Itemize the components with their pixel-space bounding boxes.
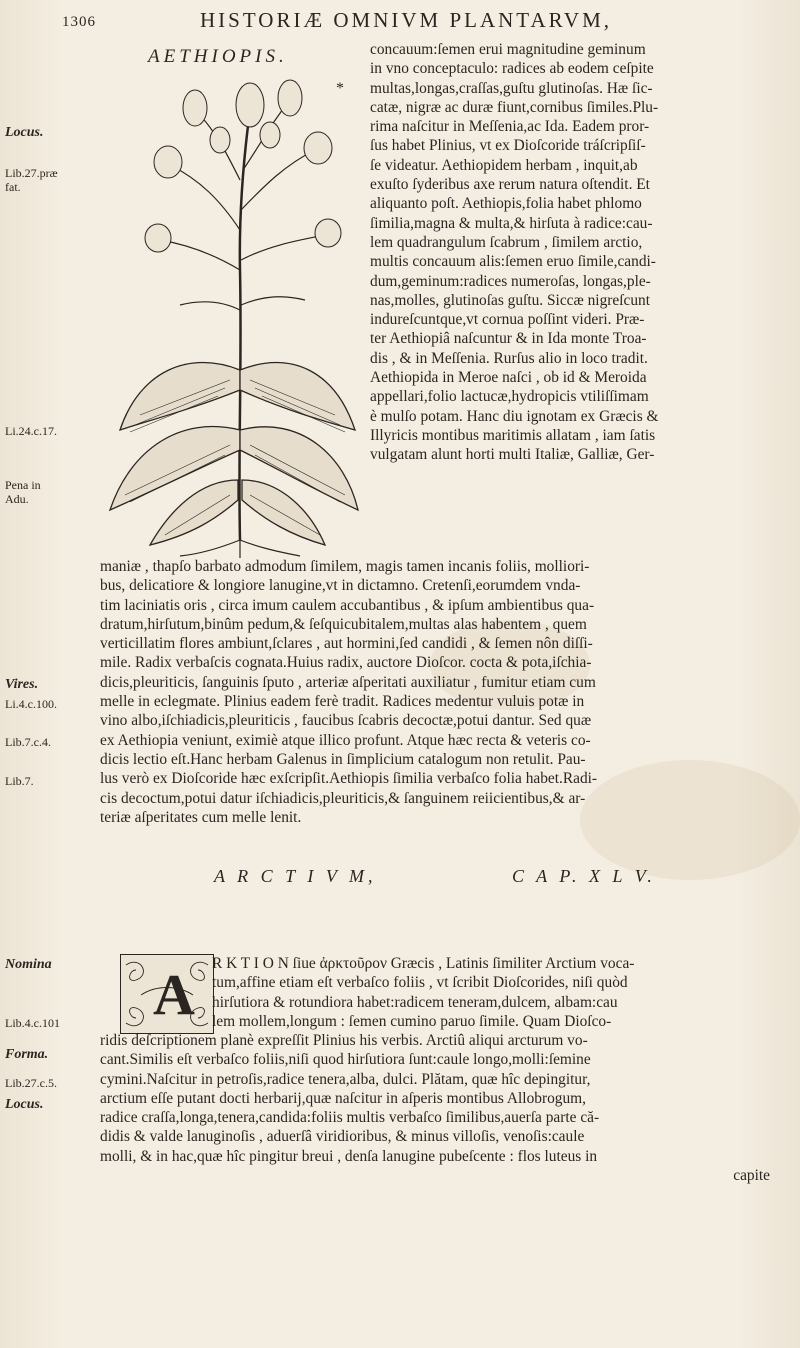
text-line: dicis,pleuriticis, ſanguinis ſputo , arteriæ aſperitati auxiliatur , fumitur etiam cum	[100, 673, 596, 691]
sidenote-lib27: Lib.27.præ fat.	[5, 166, 58, 194]
folio-number: 1306	[62, 14, 96, 30]
sidenote-pena: Pena in Adu.	[5, 478, 41, 506]
text-line: aliquanto poſt. Aethiopis,folia habet phlomo	[370, 195, 642, 213]
text-line: cant.Similis eſt verbaſco foliis,niſi quod hirſutiora ſunt:caule longo,molli:ſemine	[100, 1051, 591, 1069]
text-line: multas,longas,craſſas,guſtu glutinoſas. Hæ ſic-	[370, 79, 653, 97]
text-line: cis decoctum,potui datur iſchiadicis,pleuriticis,& ſanguinem reiicientibus,& ar-	[100, 789, 586, 807]
text-line: lem mollem,longum : ſemen cumino paruo ſimile. Quam Dioſco-	[212, 1012, 612, 1030]
text-line: vulgatam alunt horti multi Italiæ, Galliæ, Ger-	[370, 446, 655, 464]
sidenote-lib27c5: Lib.27.c.5.	[5, 1076, 57, 1090]
text-line: dis , & in Meſſenia. Rurſus alio in loco tradit.	[370, 349, 648, 367]
text-right-column	[370, 40, 780, 465]
sidenote-lib7a: Lib.7.c.4.	[5, 735, 51, 749]
chapter-text-first	[212, 954, 772, 1031]
text-line: in vno conceptaculo: radices ab eodem ceſpite	[370, 60, 654, 78]
text-line: R K T I O N ſiue ἀρκτοῦρον Græcis , Latinis ſimiliter Arctium voca-	[212, 955, 635, 972]
text-line: tum,affine etiam eſt verbaſco foliis , vt ſcribit Dioſcorides, niſi quòd	[212, 974, 628, 992]
sidenote-locus: Locus.	[5, 125, 44, 140]
text-line: exuſto ſyderibus axe rerum natura oſtendit. Et	[370, 176, 650, 194]
text-line: nas,molles, glutinoſas guſtu. Siccæ nigreſcunt	[370, 291, 650, 309]
chapter-number: C A P. X L V.	[512, 866, 656, 886]
text-line: dratum,hirſutum,binûm pedum,& ſeſquicubitalem,multas alas habentem , quem	[100, 615, 587, 633]
text-line: dum,geminum:radices numeroſas, longas,ple-	[370, 272, 651, 290]
catchword: capite	[733, 1167, 770, 1185]
decorated-initial	[120, 954, 214, 1034]
text-line: vino albo,iſchiadicis,pleuriticis , faucibus ſcabris decoctæ,potui dantur. Sed quæ	[100, 712, 592, 730]
text-line: verticillatim flores ambiunt,ſclares , aut hormini,ſed candidi , & ſemen nôn diſſi-	[100, 635, 593, 653]
text-line: multis concauum alis:ſemen eruo ſimile,candi-	[370, 253, 656, 271]
text-line: radice craſſa,longa,tenera,candida:foliis multis verbaſco ſimilibus,auerſa parte că-	[100, 1109, 600, 1127]
text-line: ter Aethiopiâ naſcuntur & in Ida monte Troa-	[370, 330, 647, 348]
text-line: indureſcuntque,vt cornua poſſint videri. Præ-	[370, 311, 645, 329]
text-line: teriæ aſperitates cum melle lenit.	[100, 808, 302, 826]
chapter-title: A R C T I V M,	[214, 866, 377, 886]
text-line: Illyricis montibus maritimis allatam , iam ſatis	[370, 426, 656, 444]
initial-letter: A	[153, 962, 195, 1027]
text-line: cymini.Naſcitur in petroſis,radice tenera,alba, dulci. Plătam, quæ hîc depingitur,	[100, 1070, 591, 1088]
sidenote-li4: Li.4.c.100.	[5, 697, 57, 711]
running-title: HISTORIÆ OMNIVM PLANTARVM,	[200, 8, 613, 32]
plate-mark: *	[336, 80, 344, 97]
text-line: tim laciniatis oris , circa imum caulem accubantibus , & ipſum ambientibus qua-	[100, 596, 595, 614]
chapter-text	[100, 1031, 770, 1185]
sidenote-locus-2: Locus.	[5, 1097, 44, 1112]
text-line: appellari,folio lactucæ,hydropicis vtiliſſimam	[370, 388, 649, 406]
text-line: arctium eſſe putant docti herbarij,quæ naſcitur in aſperis montibus Allobrogum,	[100, 1089, 586, 1107]
text-line: Aethiopida in Meroe naſci , ob id & Meroida	[370, 369, 647, 387]
sidenote-nomina: Nomina	[5, 957, 52, 972]
text-line: concauum:ſemen erui magnitudine geminum	[370, 41, 646, 58]
text-line: melle in eclegmate. Plinius eadem ferè tradit. Radices medentur vuluis potæ in	[100, 693, 585, 711]
text-full-column	[100, 557, 770, 827]
text-line: ſus habet Plinius, vt ex Dioſcoride tráſcripſiſ-	[370, 137, 646, 155]
text-line: ex Aethiopia veniunt, eximiè atque illico profunt. Atque hæc recta & veteris co-	[100, 731, 591, 749]
text-line: mile. Radix verbaſcis cognata.Huius radix, auctore Dioſcor. cocta & pota,iſchia-	[100, 654, 592, 672]
sidenote-vires: Vires.	[5, 677, 39, 692]
text-line: è mulſo potam. Hanc diu ignotam ex Græcis &	[370, 407, 659, 425]
text-line: ſe videatur. Aethiopidem herbam , inquit,ab	[370, 156, 638, 174]
text-line: bus, delicatiore & longiore lanugine,vt in dictamno. Cretenſi,eorumdem vnda-	[100, 577, 581, 595]
text-line: didis & valde lanuginoſis , aduerſâ viridioribus, & minus villoſis, venoſis:caule	[100, 1128, 585, 1146]
sidenote-lib4c101: Lib.4.c.101	[5, 1016, 60, 1030]
text-line: dicis lectio eſt.Hanc herbam Galenus in ſimplicium catalogum non retulit. Pau-	[100, 750, 586, 768]
text-line: lem quadrangulum ſcabrum , ſimilem arctio,	[370, 233, 643, 251]
plate-title: AETHIOPIS.	[148, 46, 288, 67]
text-line: ſimilia,magna & multa,& hirſuta à radice:cau-	[370, 214, 653, 232]
text-line: rima naſcitur in Meſſenia,ac Ida. Eadem pror-	[370, 118, 650, 136]
plant-drawing	[100, 70, 362, 558]
sidenote-forma: Forma.	[5, 1047, 49, 1062]
text-line: hirſutiora & rotundiora habet:radicem teneram,dulcem, albam:cau	[212, 993, 618, 1011]
sidenote-lib7b: Lib.7.	[5, 774, 34, 788]
text-line: ridis deſcriptionem planè expreſſit Plinius his verbis. Arctiû aliqui arcturum vo-	[100, 1032, 588, 1049]
text-line: molli, & in hac,quæ hîc pingitur breui , denſa lanugine pubeſcente : flos luteus in	[100, 1147, 598, 1165]
aethiopis-woodcut-illustration	[100, 70, 362, 558]
text-line: catæ, nigræ ac duræ fiunt,cornibus ſimiles.Plu-	[370, 98, 659, 116]
text-line: lus verò ex Dioſcoride hæc exſcripſit.Aethiopis ſimilia verbaſco folia habet.Radi-	[100, 770, 598, 788]
text-line: maniæ , thapſo barbato admodum ſimilem, magis tamen incanis foliis, molliori-	[100, 558, 590, 575]
sidenote-li24: Li.24.c.17.	[5, 424, 57, 438]
